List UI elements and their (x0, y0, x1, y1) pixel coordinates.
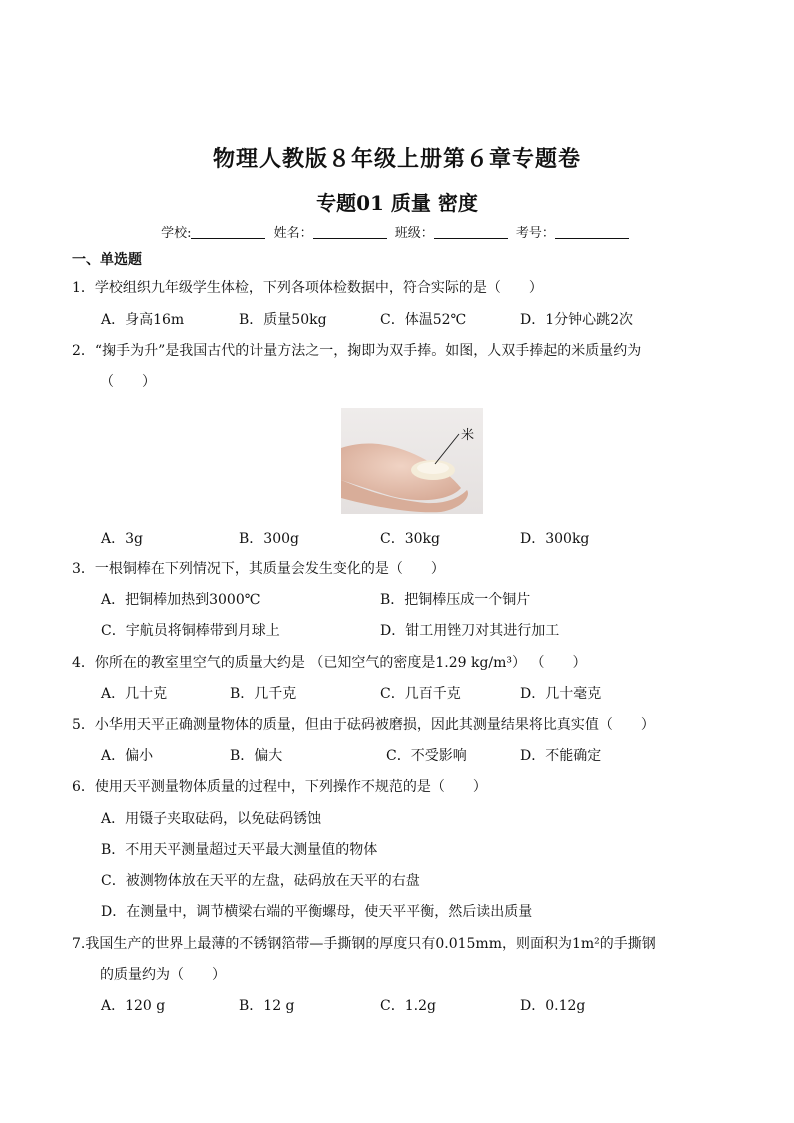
q2-option-c[interactable]: C．30kg (380, 531, 440, 547)
q7-option-b[interactable]: B．12 g (239, 998, 295, 1014)
q4-option-d[interactable]: D．几十毫克 (520, 686, 602, 702)
q1-option-d[interactable]: D．1分钟心跳2次 (520, 312, 634, 328)
name-label: 姓名： (273, 226, 313, 241)
q2-option-d[interactable]: D．300kg (520, 531, 590, 547)
q5-option-a[interactable]: A．偏小 (101, 748, 154, 764)
question-7-stem-cont: 的质量约为（ ） (100, 967, 226, 983)
question-2-stem-cont: （ ） (100, 374, 156, 390)
q3-option-b[interactable]: B．把铜棒压成一个铜片 (380, 592, 531, 608)
q2-option-a[interactable]: A．3g (101, 531, 143, 547)
student-info-row (0, 222, 794, 241)
q5-option-c[interactable]: C．不受影响 (386, 748, 467, 764)
question-3-stem: 3．一根铜棒在下列情况下，其质量会发生变化的是（ ） (72, 561, 445, 577)
question-7-stem: 7.我国生产的世界上最薄的不锈钢箔带—手撕钢的厚度只有0.015mm，则面积为1m²的手撕钢 (72, 936, 656, 952)
q6-option-b[interactable]: B．不用天平测量超过天平最大测量值的物体 (101, 842, 378, 858)
exam-number-blank[interactable] (555, 226, 629, 239)
q6-option-c[interactable]: C．被测物体放在天平的左盘，砝码放在天平的右盘 (101, 873, 420, 889)
q5-option-d[interactable]: D．不能确定 (520, 748, 602, 764)
q7-option-a[interactable]: A．120 g (101, 998, 166, 1014)
q6-option-d[interactable]: D．在测量中，调节横梁右端的平衡螺母，使天平平衡，然后读出质量 (101, 904, 533, 920)
q1-option-b[interactable]: B．质量50kg (239, 312, 327, 328)
q3-option-d[interactable]: D．钳工用锉刀对其进行加工 (380, 623, 560, 639)
page-subtitle: 专题01 质量 密度 (316, 191, 478, 215)
question-6-stem: 6．使用天平测量物体质量的过程中，下列操作不规范的是（ ） (72, 779, 487, 795)
rice-label: 米 (461, 428, 475, 443)
page-title: 物理人教版８年级上册第６章专题卷 (212, 146, 581, 172)
question-5-stem: 5．小华用天平正确测量物体的质量，但由于砝码被磨损，因此其测量结果将比真实值（ ） (72, 717, 655, 733)
q6-option-a[interactable]: A．用镊子夹取砝码，以免砝码锈蚀 (101, 811, 322, 827)
q4-option-c[interactable]: C．几百千克 (380, 686, 461, 702)
q4-option-b[interactable]: B．几千克 (230, 686, 297, 702)
class-blank[interactable] (434, 226, 508, 239)
q1-option-a[interactable]: A．身高16m (101, 312, 185, 328)
name-blank[interactable] (313, 226, 387, 239)
question-4-stem: 4．你所在的教室里空气的质量大约是 （已知空气的密度是1.29 kg/m³） （ ） (72, 655, 587, 671)
school-label: 学校: (161, 226, 192, 241)
q3-option-c[interactable]: C．宇航员将铜棒带到月球上 (101, 623, 280, 639)
section-title: 一、单选题 (72, 252, 142, 268)
school-blank[interactable] (191, 226, 265, 239)
q4-option-a[interactable]: A．几十克 (101, 686, 168, 702)
q3-option-a[interactable]: A．把铜棒加热到3000℃ (101, 592, 261, 608)
q7-option-d[interactable]: D．0.12g (520, 998, 586, 1014)
exam-number-label: 考号： (515, 226, 555, 241)
rice-in-hands-image (341, 408, 483, 514)
q1-option-c[interactable]: C．体温52℃ (380, 312, 467, 328)
q2-option-b[interactable]: B．300g (239, 531, 299, 547)
question-2-stem: 2．“掬手为升”是我国古代的计量方法之一，掬即为双手捧。如图，人双手捧起的米质量约为 (72, 343, 642, 359)
q5-option-b[interactable]: B．偏大 (230, 748, 283, 764)
class-label: 班级： (394, 226, 434, 241)
question-1-stem: 1．学校组织九年级学生体检，下列各项体检数据中，符合实际的是（ ） (72, 280, 543, 296)
q7-option-c[interactable]: C．1.2g (380, 998, 436, 1014)
